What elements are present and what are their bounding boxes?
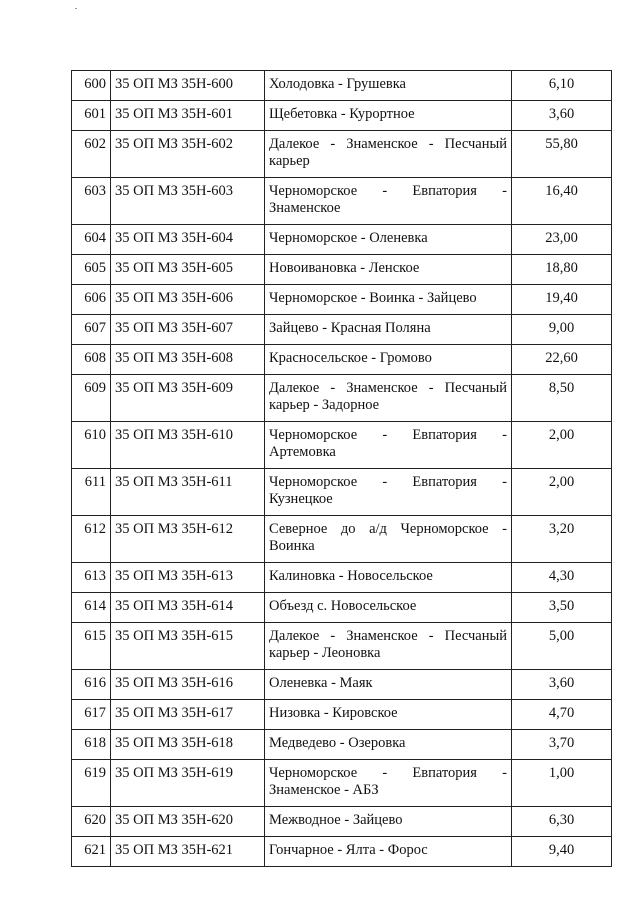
table-row [72,563,612,593]
table-row [72,623,612,670]
road-length: 4,70 [512,700,612,730]
road-code: 35 ОП МЗ 35Н-619 [111,760,265,807]
road-name: Калиновка - Новосельское [265,563,512,593]
road-code: 35 ОП МЗ 35Н-604 [111,225,265,255]
road-length: 3,20 [512,516,612,563]
road-code: 35 ОП МЗ 35Н-607 [111,315,265,345]
road-length: 18,80 [512,255,612,285]
road-code: 35 ОП МЗ 35Н-608 [111,345,265,375]
road-name: Северное до а/д Черноморское - Воинка [265,516,512,563]
row-number: 619 [72,760,111,807]
table-row [72,516,612,563]
road-code: 35 ОП МЗ 35Н-602 [111,131,265,178]
road-code: 35 ОП МЗ 35Н-613 [111,563,265,593]
road-length: 22,60 [512,345,612,375]
road-name: Черноморское - Евпатория - Кузнецкое [265,469,512,516]
road-name: Низовка - Кировское [265,700,512,730]
road-name: Далекое - Знаменское - Песчаный карьер - Задорное [265,375,512,422]
road-name: Черноморское - Оленевка [265,225,512,255]
road-length: 6,10 [512,71,612,101]
road-length: 8,50 [512,375,612,422]
road-length: 2,00 [512,469,612,516]
row-number: 611 [72,469,111,516]
road-name: Объезд с. Новосельское [265,593,512,623]
road-length: 3,60 [512,101,612,131]
row-number: 600 [72,71,111,101]
table-row [72,730,612,760]
road-code: 35 ОП МЗ 35Н-614 [111,593,265,623]
road-code: 35 ОП МЗ 35Н-615 [111,623,265,670]
table-row [72,760,612,807]
road-length: 9,00 [512,315,612,345]
table-row [72,101,612,131]
table-row [72,131,612,178]
row-number: 602 [72,131,111,178]
row-number: 606 [72,285,111,315]
road-name: Черноморское - Евпатория - Артемовка [265,422,512,469]
road-name: Медведево - Озеровка [265,730,512,760]
road-name: Черноморское - Евпатория - Знаменское [265,178,512,225]
row-number: 614 [72,593,111,623]
table-row [72,71,612,101]
row-number: 607 [72,315,111,345]
row-number: 618 [72,730,111,760]
row-number: 613 [72,563,111,593]
road-name: Далекое - Знаменское - Песчаный карьер [265,131,512,178]
row-number: 610 [72,422,111,469]
road-length: 4,30 [512,563,612,593]
table-row [72,375,612,422]
road-name: Щебетовка - Курортное [265,101,512,131]
road-code: 35 ОП МЗ 35Н-621 [111,837,265,867]
road-code: 35 ОП МЗ 35Н-617 [111,700,265,730]
road-length: 1,00 [512,760,612,807]
row-number: 612 [72,516,111,563]
row-number: 616 [72,670,111,700]
roads-table [71,70,612,867]
scan-speck [75,8,77,9]
row-number: 621 [72,837,111,867]
road-code: 35 ОП МЗ 35Н-603 [111,178,265,225]
table-row [72,837,612,867]
road-code: 35 ОП МЗ 35Н-611 [111,469,265,516]
road-name: Гончарное - Ялта - Форос [265,837,512,867]
table-row [72,807,612,837]
road-length: 23,00 [512,225,612,255]
road-name: Черноморское - Евпатория - Знаменское - АБЗ [265,760,512,807]
road-length: 2,00 [512,422,612,469]
table-row [72,345,612,375]
road-code: 35 ОП МЗ 35Н-606 [111,285,265,315]
table-row [72,670,612,700]
road-code: 35 ОП МЗ 35Н-618 [111,730,265,760]
road-name: Далекое - Знаменское - Песчаный карьер - Леоновка [265,623,512,670]
row-number: 608 [72,345,111,375]
row-number: 617 [72,700,111,730]
road-name: Новоивановка - Ленское [265,255,512,285]
road-code: 35 ОП МЗ 35Н-601 [111,101,265,131]
roads-table-body [72,71,612,867]
road-code: 35 ОП МЗ 35Н-616 [111,670,265,700]
road-length: 3,70 [512,730,612,760]
road-length: 16,40 [512,178,612,225]
row-number: 605 [72,255,111,285]
table-row [72,225,612,255]
row-number: 604 [72,225,111,255]
road-length: 9,40 [512,837,612,867]
table-row [72,255,612,285]
table-row [72,469,612,516]
road-code: 35 ОП МЗ 35Н-600 [111,71,265,101]
table-row [72,285,612,315]
road-name: Холодовка - Грушевка [265,71,512,101]
row-number: 601 [72,101,111,131]
road-length: 19,40 [512,285,612,315]
road-length: 3,60 [512,670,612,700]
row-number: 603 [72,178,111,225]
road-code: 35 ОП МЗ 35Н-610 [111,422,265,469]
row-number: 609 [72,375,111,422]
row-number: 615 [72,623,111,670]
road-length: 55,80 [512,131,612,178]
road-code: 35 ОП МЗ 35Н-605 [111,255,265,285]
road-length: 3,50 [512,593,612,623]
table-row [72,178,612,225]
road-length: 6,30 [512,807,612,837]
road-name: Оленевка - Маяк [265,670,512,700]
row-number: 620 [72,807,111,837]
table-row [72,315,612,345]
road-name: Зайцево - Красная Поляна [265,315,512,345]
table-row [72,422,612,469]
road-name: Черноморское - Воинка - Зайцево [265,285,512,315]
road-length: 5,00 [512,623,612,670]
table-row [72,700,612,730]
table-row [72,593,612,623]
road-code: 35 ОП МЗ 35Н-612 [111,516,265,563]
road-name: Межводное - Зайцево [265,807,512,837]
road-code: 35 ОП МЗ 35Н-620 [111,807,265,837]
road-name: Красносельское - Громово [265,345,512,375]
road-code: 35 ОП МЗ 35Н-609 [111,375,265,422]
